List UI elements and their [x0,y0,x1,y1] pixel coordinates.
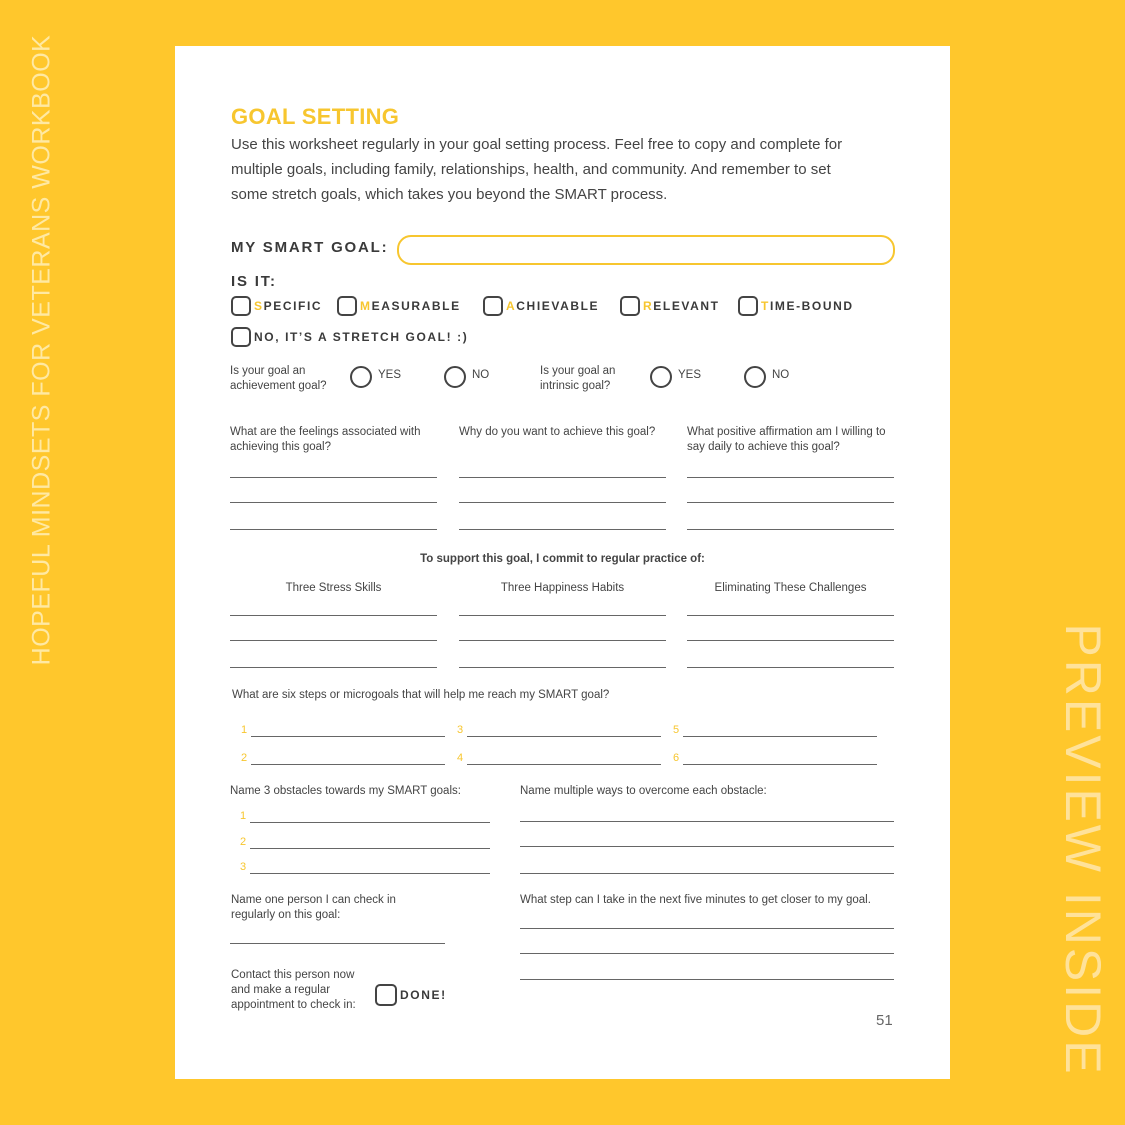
achievement-yes-radio[interactable] [350,366,372,388]
step-number: 2 [241,752,248,764]
answer-line[interactable] [687,667,894,668]
challenges-heading: Eliminating These Challenges [714,582,867,594]
stress-skills-heading: Three Stress Skills [285,582,382,594]
criteria-relevant[interactable] [620,296,720,316]
stretch-checkbox[interactable] [231,327,251,347]
answer-line[interactable] [687,615,894,616]
achievable-checkbox[interactable] [483,296,503,316]
relevant-checkbox[interactable] [620,296,640,316]
criteria-letter: S [254,299,264,313]
done-option[interactable] [375,984,447,1006]
criteria-text: PECIFIC [263,299,323,313]
obstacle-number: 3 [240,861,247,873]
done-label: DONE! [400,988,447,1002]
person-line[interactable] [230,943,445,944]
criteria-text: ELEVANT [653,299,720,313]
page-number: 51 [876,1012,893,1029]
smart-goal-input[interactable] [397,235,895,265]
criteria-letter: R [643,299,654,313]
criteria-letter: A [506,299,517,313]
six-steps-question: What are six steps or microgoals that will help me reach my SMART goal? [232,689,610,701]
is-it-label: IS IT: [231,273,277,290]
answer-line[interactable] [230,529,437,530]
intro-text: Use this worksheet regularly in your goal setting process. Feel free to copy and complete for multiple goals, including family, relationships, health, and community. And remember to set some stretch goals, which takes you beyond the SMART process. [231,136,843,203]
stretch-label: NO, IT’S A STRETCH GOAL! :) [254,330,469,344]
answer-line[interactable] [687,477,894,478]
yes-label: YES [378,369,402,381]
smart-goal-label: MY SMART GOAL: [231,239,389,256]
happiness-habits-heading: Three Happiness Habits [500,582,625,594]
answer-line[interactable] [459,667,666,668]
step-line[interactable] [251,736,445,737]
answer-line[interactable] [459,477,666,478]
answer-line[interactable] [459,502,666,503]
step-number: 5 [673,724,680,736]
no-label: NO [772,369,790,381]
worksheet-page [175,46,950,1079]
obstacles-question: Name 3 obstacles towards my SMART goals: [230,785,461,797]
step-number: 3 [457,724,464,736]
side-title-left: HOPEFUL MINDSETS FOR VETERANS WORKBOOK [27,34,56,666]
time-bound-checkbox[interactable] [738,296,758,316]
obstacle-number: 2 [240,836,247,848]
answer-line[interactable] [687,529,894,530]
yes-label: YES [678,369,702,381]
criteria-text: CHIEVABLE [516,299,600,313]
answer-line[interactable] [459,529,666,530]
obstacle-line[interactable] [250,822,490,823]
feelings-question: What are the feelings associated with achieving this goal? [230,426,421,453]
criteria-time-bound[interactable] [738,296,854,316]
criteria-text: EASURABLE [371,299,461,313]
intrinsic-yes-radio[interactable] [650,366,672,388]
step-line[interactable] [467,736,661,737]
answer-line[interactable] [230,502,437,503]
step-line[interactable] [683,736,877,737]
obstacle-line[interactable] [250,873,490,874]
intrinsic-question: Is your goal an intrinsic goal? [540,365,616,392]
answer-line[interactable] [230,477,437,478]
step-line[interactable] [251,764,445,765]
criteria-letter: M [360,299,372,313]
overcome-line[interactable] [520,873,894,874]
criteria-specific[interactable] [231,296,322,316]
step-number: 1 [241,724,248,736]
overcome-line[interactable] [520,846,894,847]
answer-line[interactable] [230,640,437,641]
obstacle-line[interactable] [250,848,490,849]
answer-line[interactable] [459,615,666,616]
stretch-goal-option[interactable] [231,327,468,347]
preview-inside-label: PREVIEW INSIDE [1055,623,1111,1077]
page-title: GOAL SETTING [231,104,400,129]
check-in-person-question: Name one person I can check in regularly on this goal: [231,894,396,921]
criteria-letter: T [761,299,770,313]
criteria-measurable[interactable] [337,296,461,316]
step-number: 4 [457,752,464,764]
criteria-text: IME-BOUND [769,299,854,313]
next-step-question: What step can I take in the next five minutes to get closer to my goal. [520,894,871,906]
overcome-line[interactable] [520,821,894,822]
next-step-line[interactable] [520,928,894,929]
answer-line[interactable] [459,640,666,641]
step-number: 6 [673,752,680,764]
measurable-checkbox[interactable] [337,296,357,316]
achievement-question: Is your goal an achievement goal? [230,365,327,392]
contact-instructions: Contact this person now and make a regular appointment to check in: [231,969,356,1011]
criteria-achievable[interactable] [483,296,599,316]
obstacle-number: 1 [240,810,247,822]
step-line[interactable] [683,764,877,765]
commit-heading: To support this goal, I commit to regular practice of: [420,553,705,565]
why-question: Why do you want to achieve this goal? [459,426,656,438]
step-line[interactable] [467,764,661,765]
affirmation-question: What positive affirmation am I willing to say daily to achieve this goal? [687,426,886,453]
answer-line[interactable] [687,502,894,503]
intrinsic-no-radio[interactable] [744,366,766,388]
answer-line[interactable] [230,667,437,668]
specific-checkbox[interactable] [231,296,251,316]
no-label: NO [472,369,490,381]
done-checkbox[interactable] [375,984,397,1006]
achievement-no-radio[interactable] [444,366,466,388]
overcome-question: Name multiple ways to overcome each obstacle: [520,785,767,797]
answer-line[interactable] [687,640,894,641]
answer-line[interactable] [230,615,437,616]
next-step-line[interactable] [520,953,894,954]
next-step-line[interactable] [520,979,894,980]
